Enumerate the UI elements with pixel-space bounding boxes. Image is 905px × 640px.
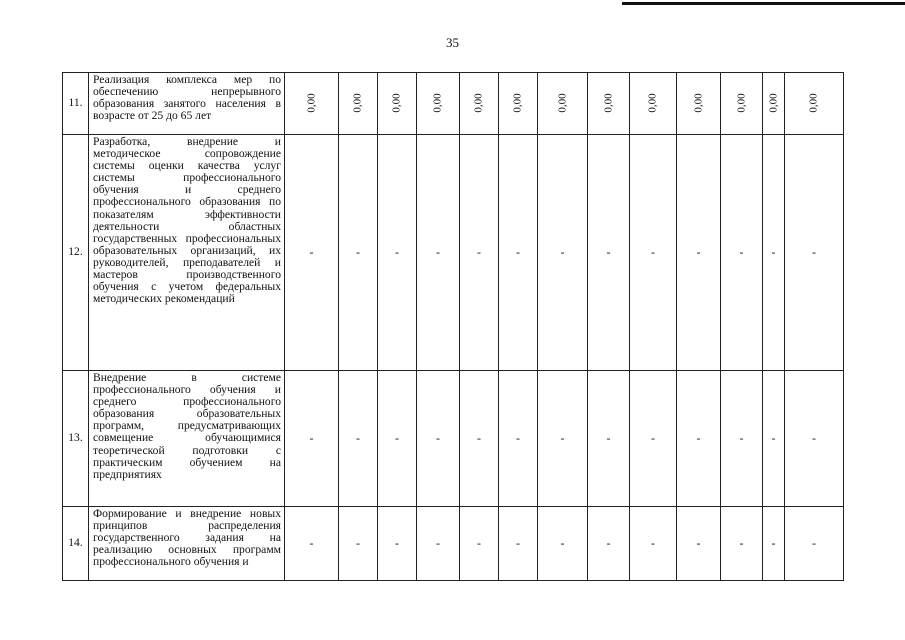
- empty-value-dash: -: [771, 244, 776, 259]
- measure-description-cell: [89, 135, 285, 371]
- row-number: 11.: [63, 73, 89, 135]
- funding-cell: [460, 507, 499, 581]
- empty-value-dash: -: [477, 535, 481, 550]
- funding-cell: [677, 73, 721, 135]
- empty-value-dash: -: [739, 244, 744, 259]
- funding-cell: [285, 73, 339, 135]
- row-number: 12.: [63, 135, 89, 371]
- funding-value: 0,00: [692, 93, 705, 114]
- funding-cell: [785, 507, 844, 581]
- funding-cell: [763, 73, 785, 135]
- funding-value: 0,00: [556, 93, 569, 114]
- funding-cell: [417, 371, 460, 507]
- funding-cell: [538, 135, 588, 371]
- program-table: [62, 72, 844, 581]
- funding-value: 0,00: [767, 93, 780, 114]
- funding-cell: [339, 371, 378, 507]
- funding-cell: [630, 507, 677, 581]
- funding-cell: [417, 73, 460, 135]
- empty-value-dash: -: [560, 535, 565, 550]
- funding-cell: [538, 73, 588, 135]
- empty-value-dash: -: [696, 430, 701, 445]
- funding-value: 0,00: [602, 93, 615, 114]
- empty-value-dash: -: [395, 535, 399, 550]
- empty-value-dash: -: [651, 244, 655, 259]
- empty-value-dash: -: [606, 535, 611, 550]
- funding-cell: [588, 73, 630, 135]
- funding-cell: [417, 507, 460, 581]
- empty-value-dash: -: [651, 535, 655, 550]
- funding-cell: [721, 73, 763, 135]
- empty-value-dash: -: [395, 244, 399, 259]
- funding-cell: [588, 135, 630, 371]
- funding-cell: [499, 371, 538, 507]
- funding-cell: [763, 507, 785, 581]
- funding-value: 0,00: [646, 93, 659, 114]
- row-number: 14.: [63, 507, 89, 581]
- table-row: [63, 507, 844, 581]
- empty-value-dash: -: [516, 430, 520, 445]
- funding-cell: [285, 371, 339, 507]
- funding-cell: [721, 371, 763, 507]
- measure-description: Внедрение в системе профессионального обучения и среднего профессионального образования образовательных программ, предусматривающих совмещение обучающимися теоретической подготовки с практическим обучением на предприятиях: [93, 372, 281, 481]
- table-row: [63, 135, 844, 371]
- empty-value-dash: -: [395, 430, 399, 445]
- empty-value-dash: -: [436, 244, 440, 259]
- empty-value-dash: -: [812, 430, 816, 445]
- empty-value-dash: -: [651, 430, 655, 445]
- funding-cell: [499, 135, 538, 371]
- funding-cell: [285, 507, 339, 581]
- empty-value-dash: -: [356, 430, 360, 445]
- funding-value: 0,00: [390, 93, 403, 114]
- funding-cell: [588, 371, 630, 507]
- empty-value-dash: -: [560, 430, 565, 445]
- funding-cell: [499, 73, 538, 135]
- funding-cell: [763, 135, 785, 371]
- funding-cell: [785, 73, 844, 135]
- empty-value-dash: -: [606, 430, 611, 445]
- empty-value-dash: -: [309, 430, 314, 445]
- funding-value: 0,00: [735, 93, 748, 114]
- funding-cell: [630, 135, 677, 371]
- funding-cell: [538, 507, 588, 581]
- funding-cell: [538, 371, 588, 507]
- funding-value: 0,00: [511, 93, 524, 114]
- empty-value-dash: -: [309, 244, 314, 259]
- empty-value-dash: -: [606, 244, 611, 259]
- empty-value-dash: -: [356, 244, 360, 259]
- funding-cell: [721, 135, 763, 371]
- funding-cell: [378, 507, 417, 581]
- empty-value-dash: -: [739, 430, 744, 445]
- funding-cell: [785, 135, 844, 371]
- empty-value-dash: -: [516, 535, 520, 550]
- funding-cell: [499, 507, 538, 581]
- funding-cell: [630, 73, 677, 135]
- empty-value-dash: -: [477, 430, 481, 445]
- funding-cell: [417, 135, 460, 371]
- funding-cell: [677, 507, 721, 581]
- table-row: [63, 73, 844, 135]
- empty-value-dash: -: [477, 244, 481, 259]
- funding-value: 0,00: [305, 93, 318, 114]
- funding-cell: [677, 371, 721, 507]
- funding-cell: [378, 371, 417, 507]
- empty-value-dash: -: [560, 244, 565, 259]
- funding-cell: [285, 135, 339, 371]
- funding-cell: [339, 135, 378, 371]
- funding-value: 0,00: [807, 93, 820, 114]
- measure-description-cell: [89, 507, 285, 581]
- empty-value-dash: -: [771, 430, 776, 445]
- funding-cell: [378, 73, 417, 135]
- empty-value-dash: -: [309, 535, 314, 550]
- empty-value-dash: -: [436, 535, 440, 550]
- empty-value-dash: -: [812, 244, 816, 259]
- funding-cell: [339, 507, 378, 581]
- funding-cell: [339, 73, 378, 135]
- row-number: 13.: [63, 371, 89, 507]
- measure-description: Реализация комплекса мер по обеспечению непрерывного образования занятого населения в возрасте от 25 до 65 лет: [93, 74, 281, 123]
- empty-value-dash: -: [516, 244, 520, 259]
- funding-cell: [721, 507, 763, 581]
- top-edge-rule: [622, 2, 905, 5]
- empty-value-dash: -: [696, 535, 701, 550]
- empty-value-dash: -: [356, 535, 360, 550]
- measure-description-cell: [89, 73, 285, 135]
- funding-value: 0,00: [472, 93, 485, 114]
- funding-cell: [378, 135, 417, 371]
- empty-value-dash: -: [436, 430, 440, 445]
- funding-cell: [630, 371, 677, 507]
- funding-cell: [785, 371, 844, 507]
- measure-description: Формирование и внедрение новых принципов распределения государственного задания на реализацию основных программ профессионального обучения и: [93, 508, 281, 569]
- funding-value: 0,00: [431, 93, 444, 114]
- table-row: [63, 371, 844, 507]
- measure-description: Разработка, внедрение и методическое сопровождение системы оценки качества услуг системы профессионального обучения и среднего профессионального образования по показателям эффективности деятельности областных государственных профессиональных образовательных организаций, их руководителей, преподавателей и мастеров производственного обучения с учетом федеральных методических рекомендаций: [93, 136, 281, 306]
- funding-cell: [763, 371, 785, 507]
- page-number: 35: [446, 35, 459, 50]
- empty-value-dash: -: [696, 244, 701, 259]
- funding-cell: [460, 73, 499, 135]
- funding-cell: [588, 507, 630, 581]
- funding-cell: [677, 135, 721, 371]
- funding-cell: [460, 371, 499, 507]
- empty-value-dash: -: [771, 535, 776, 550]
- funding-value: 0,00: [351, 93, 364, 114]
- empty-value-dash: -: [812, 535, 816, 550]
- measure-description-cell: [89, 371, 285, 507]
- empty-value-dash: -: [739, 535, 744, 550]
- funding-cell: [460, 135, 499, 371]
